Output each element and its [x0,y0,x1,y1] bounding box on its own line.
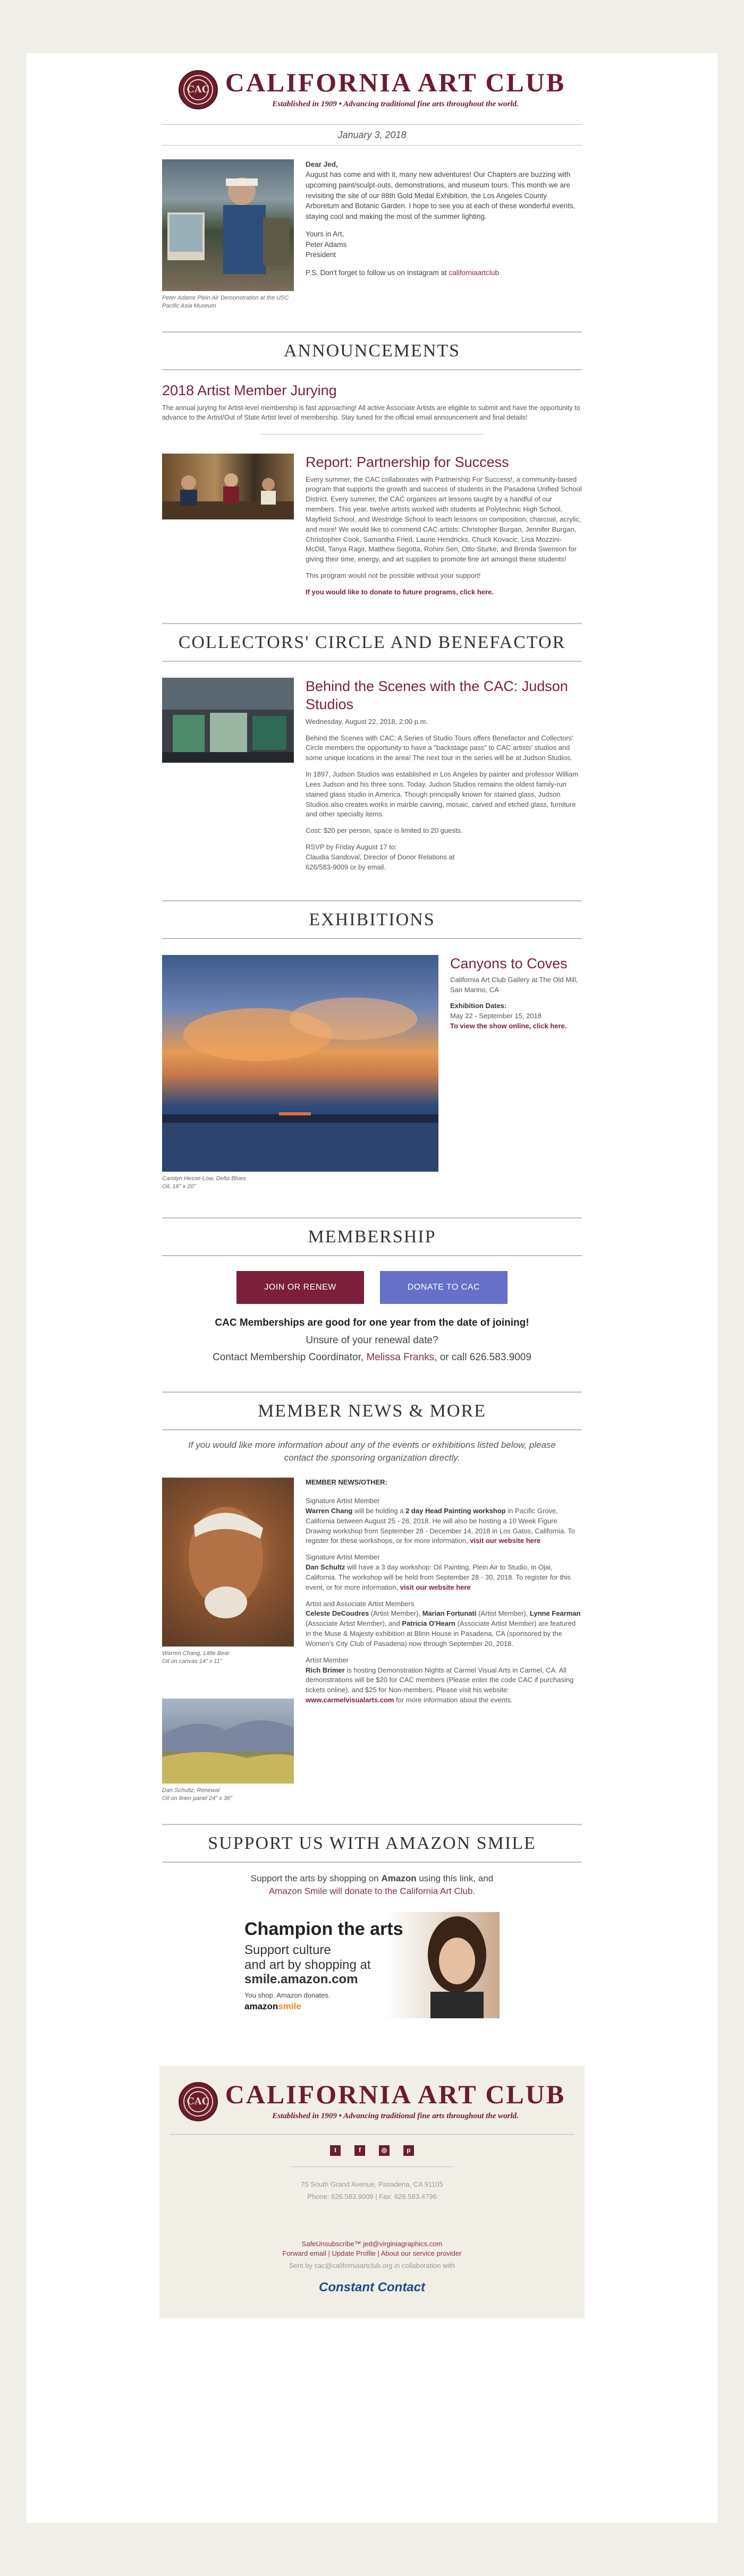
news-item-2-text: will have a 3 day workshop: Oil Painting, Plein Air to Studio, in Ojai, California. The workshop will be held from September 28 - 30, 2018. To register for this event, or for more information, [306,1563,571,1591]
twitter-icon[interactable]: t [330,2145,341,2156]
judson-title[interactable]: Behind the Scenes with the CAC: Judson Studios [306,678,568,712]
rich-brimer-name: Rich Brimer [306,1666,345,1674]
news-item-1-workshop: 2 day Head Painting workshop [405,1506,506,1515]
amazon-smile-ad[interactable] [244,1912,500,2018]
ps-text: P.S. Don't forget to follow us on Instagram at [306,268,449,277]
donate-cac-button[interactable]: DONATE TO CAC [380,1271,508,1304]
renewal-painting [162,1699,294,1784]
sign-off: Yours in Art, [306,230,344,238]
little-bear-painting [162,1478,294,1647]
ad-portrait-illustration [415,1912,494,2018]
news-intro: If you would like more information about any of the events or exhibitions listed below, please contact the sponsoring organization directly. [188,1439,556,1463]
exhibition-title[interactable]: Canyons to Coves [450,955,568,971]
footer-address: 75 South Grand Avenue, Pasadena, CA 91105 [301,2180,443,2188]
amazon-text: Support the arts by shopping on [250,1873,382,1883]
amazon-logo-smile: smile [278,2001,301,2012]
classroom-illustration [162,454,294,519]
ad-title: Champion the arts [244,1919,403,1940]
judson-cost: Cost: $20 per person, space is limited to 20 guests. [306,826,463,835]
ad-url: smile.amazon.com [244,1972,358,1987]
letter-body: August has come and with it, many new adventures! Our Chapters are buzzing with upcoming paint/sculpt-outs, demonstrations, and museum tours. This month we are revisiting the site of our 88th Gold Medal Exhibition, the Los Angeles County Arboretum and Botanic Garden. I hope to see you at each of these wonderful events, staying cool and making the most of the summer lighting. [306,170,576,220]
news-item-3-text-d: (Associate Artist Member) are featured in the Muse & Majesty exhibition at Blinn House in Pasadena, CA (sponsored by the Women's City Club of Pasadena) now through September 20, 2018. [306,1619,576,1648]
ad-sub-1: Support culture [244,1943,331,1958]
footer-divider-2 [292,2166,452,2167]
news-item-4-text: is hosting Demonstration Nights at Carmel Visual Arts in Carmel, CA. All demonstrations will be $20 for CAC members (Please enter the code CAC if purchasing tickets online), and $25 for Non-members. Please visit his website: [306,1666,574,1694]
judson-date: Wednesday, August 22, 2018, 2:00 p.m. [306,717,428,726]
ad-small: You shop. Amazon donates. [244,1991,331,2000]
exhibition-dates: May 22 - September 15, 2018 [450,1012,542,1020]
judson-p1: Behind the Scenes with CAC: A Series of Studio Tours offers Benefactor and Collectors' Circle members the opportunity to have a "backstage pass" to CAC artists' studios and some unique locations in the area! The next tour in the series will be at Judson Studios. [306,733,573,762]
view-show-link[interactable]: To view the show online, click here. [450,1022,567,1030]
renewal-question: Unsure of your renewal date? [306,1335,438,1346]
sent-by: Sent by cac@californiaartclub.org in collaboration with [289,2262,455,2270]
greeting: Dear Jed, [306,160,338,168]
exhibitions-heading: EXHIBITIONS [162,900,582,939]
news-label: MEMBER NEWS/OTHER: [306,1478,387,1487]
cac-logo[interactable] [162,69,582,110]
collectors-heading: COLLECTORS' CIRCLE AND BENEFACTOR [162,623,582,662]
news-item-4-text-2: for more information about the events. [394,1696,513,1704]
facebook-icon[interactable]: f [354,2145,365,2156]
instagram-icon[interactable]: ◎ [379,2145,390,2156]
patricia-ohearn-name: Patricia O'Hearn [402,1619,455,1628]
news-item-3-text-a: (Artist Member), [369,1609,422,1618]
news-item-4-type: Artist Member [306,1656,349,1664]
footer-divider [170,2134,574,2135]
amazon-bold: Amazon [381,1873,417,1883]
warren-chang-name: Warren Chang [306,1506,353,1515]
stained-glass-illustration [162,678,294,763]
amazon-logo [244,2000,301,2014]
partnership-photo [162,454,294,519]
exhibition-dates-label: Exhibition Dates: [450,1002,507,1010]
membership-note: CAC Memberships are good for one year from the date of joining! [215,1317,529,1328]
email-page [27,53,717,2523]
footer [159,2066,585,2318]
renewal-caption: Dan Schultz, Renewal Oil on linen panel 24" x 36" [162,1787,232,1802]
portrait-illustration [162,1478,294,1647]
seal-letters: CAC [188,79,209,100]
footer-seal-letters: CAC [188,2091,209,2112]
org-tagline: Established in 1909 • Advancing traditional fine arts throughout the world. [272,100,519,108]
news-item-1-text-2: in Pacific Grove, California between August 25 - 26, 2018. He will also be hosting a 10 Week Figure Drawing workshop from September 28 - December 14, 2018 in Los Gatos, California. To register for these workshops, or for more information, [306,1506,576,1545]
rsvp-phone: 626/583-9009 or by email. [306,863,386,871]
footer-logo[interactable] [170,2081,574,2122]
constant-contact-logo[interactable]: Constant Contact [319,2280,425,2295]
warren-chang-link[interactable]: visit our website here [470,1537,541,1545]
melissa-franks-link[interactable]: Melissa Franks [366,1352,435,1363]
report-body: Every summer, the CAC collaborates with Partnership For Success!, a community-based program that supports the growth and success of students in the Pasadena Unified School District. Every summer, the CAC organizes art lessons taught by a handful of our members. This year, twelve artists worked with students at Polytechnic High School, Mayfield School, and Westridge School to teach lessons on composition, charcoal, acrylic, and more! We would like to commend CAC artists: Christopher Burgan, Jennifer Burgan, Christopher Cook, Samantha Fried, Laurie Hendricks, Chuck Kovacic, Lisa Mozzini-McDill, Tanya Ragir, Matthew Segotta, Rohini Sen, Otto Sturke, and Brenda Swenson for giving their time, energy, and art supplies to promote fine art amongst these students! [306,475,582,564]
amazon-logo-word: amazon [244,2001,278,2012]
safe-unsubscribe-link[interactable]: SafeUnsubscribe™ jed@virginiagraphics.com [301,2239,443,2248]
news-item-2-type: Signature Artist Member [306,1553,380,1562]
dan-schultz-link[interactable]: visit our website here [400,1583,471,1591]
news-item-3-type: Artist and Associate Artist Members [306,1599,415,1608]
footer-links[interactable]: Forward email | Update Profile | About our service provider [282,2249,462,2258]
delta-blues-painting[interactable] [162,955,438,1172]
judson-studios-photo [162,678,294,763]
painting-illustration [162,955,438,1172]
exhibition-venue: California Art Club Gallery at The Old Mill, San Marino, CA [450,975,578,994]
signer-title: President [306,251,336,259]
lynne-fearman-name: Lynne Fearman [529,1609,581,1618]
dan-schultz-name: Dan Schultz [306,1563,345,1572]
membership-heading: MEMBERSHIP [162,1217,582,1256]
donate-programs-link[interactable]: If you would like to donate to future programs, click here. [306,588,494,596]
seal-icon [179,70,218,109]
photo-illustration [162,159,294,291]
peter-adams-photo [162,159,294,291]
issue-date: January 3, 2018 [162,124,582,146]
painting-caption: Carolyn Hesse-Low, Delta Blues Oil, 16" x 20" [162,1175,246,1190]
news-item-1-type: Signature Artist Member [306,1496,380,1505]
celeste-decoudres-name: Celeste DeCoudres [306,1609,369,1618]
ad-sub-2: and art by shopping at [244,1957,371,1972]
footer-org-tagline: Established in 1909 • Advancing traditional fine arts throughout the world. [272,2112,519,2121]
photo-caption: Peter Adams Plein Air Demonstration at the USC Pacific Asia Museum [162,294,289,309]
org-name: CALIFORNIA ART CLUB [225,67,566,97]
amazon-heading: SUPPORT US WITH AMAZON SMILE [162,1824,582,1863]
little-bear-caption: Warren Chang, Little Bear Oil on canvas 14" x 11" [162,1650,230,1665]
president-letter [162,159,582,310]
footer-seal-icon [179,2082,218,2121]
carmel-visual-arts-link[interactable]: www.carmelvisualarts.com [306,1696,394,1704]
news-item-3-text-b: (Artist Member), [476,1609,530,1618]
instagram-link[interactable]: californiaartclub [449,268,500,277]
footer-org-name: CALIFORNIA ART CLUB [225,2079,566,2110]
news-item-1-text: will be holding a [352,1506,406,1515]
footer-phone: Phone: 626.583.9009 | Fax: 626.583.4796 [307,2192,437,2200]
announcements-heading: ANNOUNCEMENTS [162,331,582,370]
contact-phone: , or call 626.583.9009 [434,1352,531,1363]
amazon-smile-link[interactable]: Amazon Smile will donate to the California Art Club. [268,1886,476,1897]
rsvp-contact: Claudia Sandoval, Director of Donor Relations at [306,852,455,861]
pinterest-icon[interactable]: p [403,2145,414,2156]
member-news-heading: MEMBER NEWS & MORE [162,1392,582,1430]
jurying-title[interactable]: 2018 Artist Member Jurying [162,382,337,398]
contact-text: Contact Membership Coordinator, [213,1352,367,1363]
report-title[interactable]: Report: Partnership for Success [306,454,509,470]
signer-name: Peter Adams [306,240,347,249]
amazon-text-2: using this link, and [416,1873,494,1883]
marian-fortunati-name: Marian Fortunati [422,1609,477,1618]
jurying-body: The annual jurying for Artist-level membership is fast approaching! All active Associate Artists are eligible to submit and have the opportunity to advance to the Artist/Out of State Artist level of membership. Stay tuned for the official email announcement and final details! [162,404,580,421]
judson-p2: In 1897, Judson Studios was established in Los Angeles by painter and professor William Lees Judson and his three sons. Today, Judson Studios remains the oldest family-run stained glass studio in America. Though principally known for stained glass, Judson Studios also creates works in marble carving, mosaic, carved and etched glass, furniture and other specialty items. [306,770,579,818]
rsvp-line: RSVP by Friday August 17 to: [306,843,397,851]
report-note: This program would not be possible without your support! [306,572,481,580]
news-item-3-text-c: (Associate Artist Member), and [306,1619,402,1628]
social-links [170,2145,574,2156]
landscape-illustration [162,1699,294,1784]
join-renew-button[interactable]: JOIN OR RENEW [236,1271,364,1304]
header [162,53,582,146]
